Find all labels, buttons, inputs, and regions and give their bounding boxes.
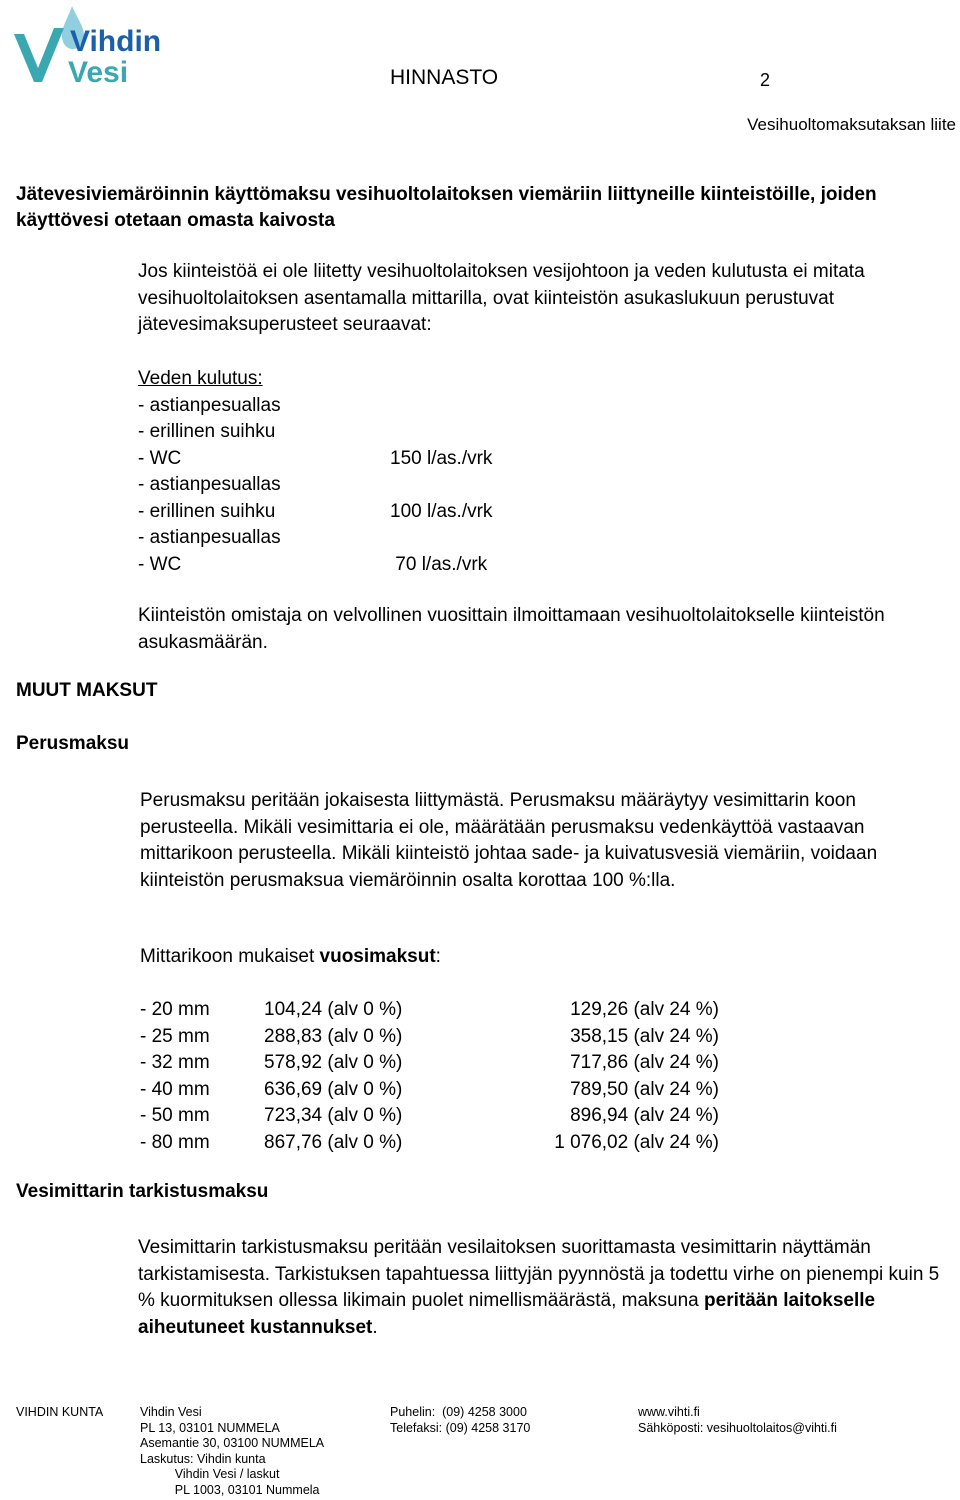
email-link[interactable]: Sähköposti: vesihuoltolaitos@vihti.fi — [638, 1420, 837, 1435]
fee-row: - 40 mm 636,69 (alv 0 %) 789,50 (alv 24 %) — [140, 1078, 719, 1100]
consumption-row: - erillinen suihku — [138, 421, 276, 442]
consumption-heading: Veden kulutus: — [138, 368, 263, 389]
consumption-row: - WC 150 l/as./vrk — [138, 447, 493, 469]
footer-col-web — [638, 1405, 837, 1436]
owner-note: Kiinteistön omistaja on velvollinen vuosittain ilmoittamaan vesihuoltolaitokselle kiinteistön asukasmäärän. — [138, 605, 885, 653]
consumption-list — [138, 366, 638, 578]
perusmaksu-text: Perusmaksu peritään jokaisesta liittymästä. Perusmaksu määräytyy vesimittarin koon perusteella. Mikäli vesimittaria ei ole, määrätään perusmaksu vedenkäyttöä vastaavan mittarikoon perusteella. Mikäli kiinteistö johtaa sade- ja kuivatusvesiä viemäriin, voidaan kiinteistön perusmaksua viemäröinnin osalta korottaa 100 %:lla. — [140, 790, 878, 891]
page-number: 2 — [760, 70, 771, 90]
page-title: HINNASTO — [390, 66, 499, 89]
fee-row: - 32 mm 578,92 (alv 0 %) 717,86 (alv 24 %) — [140, 1052, 719, 1073]
perusmaksu-heading: Perusmaksu — [16, 733, 130, 754]
vihdin-vesi-logo — [8, 4, 188, 88]
logo-text-vihdin: Vihdin — [70, 25, 162, 58]
tarkistusmaksu-heading: Vesimittarin tarkistusmaksu — [16, 1181, 269, 1202]
fees-intro-bold: vuosimaksut — [319, 946, 436, 967]
consumption-row: - astianpesuallas — [138, 527, 281, 548]
logo-text-vesi: Vesi — [68, 56, 129, 88]
fee-row: - 80 mm 867,76 (alv 0 %) 1 076,02 (alv 24 %) — [140, 1131, 719, 1153]
footer-col-organization: VIHDIN KUNTA — [16, 1405, 104, 1419]
intro-paragraph: Jos kiinteistöä ei ole liitetty vesihuoltolaitoksen vesijohtoon ja veden kulutusta ei mitata vesihuoltolaitoksen asentamalla mittarilla, ovat kiinteistön asukaslukuun perustuvat jätevesimaksuperusteet seuraavat: — [138, 261, 865, 335]
consumption-row: - erillinen suihku 100 l/as./vrk — [138, 500, 493, 522]
muut-maksut-heading: MUUT MAKSUT — [16, 680, 158, 701]
website-link[interactable]: www.vihti.fi — [638, 1405, 700, 1419]
consumption-row: - astianpesuallas — [138, 474, 281, 495]
footer-col-address: Vihdin Vesi PL 13, 03101 NUMMELA Asemantie 30, 03100 NUMMELA Laskutus: Vihdin kunta Vihdin Vesi / laskut PL 1003, 03101 Nummela — [140, 1405, 325, 1497]
fee-row: - 50 mm 723,34 (alv 0 %) 896,94 (alv 24 %) — [140, 1105, 719, 1126]
consumption-row: - WC 70 l/as./vrk — [138, 553, 488, 575]
fees-table — [140, 997, 840, 1156]
section-title: Jätevesiviemäröinnin käyttömaksu vesihuoltolaitoksen viemäriin liittyneille kiinteistöille, joiden käyttövesi otetaan omasta kaivosta — [16, 184, 877, 231]
footer-col-phone: Puhelin: (09) 4258 3000 Telefaksi: (09) 4258 3170 — [390, 1405, 531, 1435]
tarkistusmaksu-bold-text: peritään laitokselle aiheutuneet kustannukset — [138, 1290, 876, 1338]
tarkistusmaksu-text: Vesimittarin tarkistusmaksu peritään vesilaitoksen suorittamasta vesimittarin näyttämän tarkistamisesta. Tarkistuksen tapahtuessa liittyjän pyynnöstä ja todettu virhe on pienempi kuin 5 % kuormituksen ollessa likimain puolet nimellismäärästä, maksuna peritään laitokselle aiheutuneet kustannukset. — [138, 1237, 940, 1338]
fee-row: - 25 mm 288,83 (alv 0 %) 358,15 (alv 24 %) — [140, 1025, 719, 1047]
consumption-row: - astianpesuallas — [138, 394, 281, 416]
fees-intro: Mittarikoon mukaiset vuosimaksut: — [140, 946, 441, 967]
fee-row: - 20 mm 104,24 (alv 0 %) 129,26 (alv 24 %) — [140, 999, 719, 1020]
page-subtitle: Vesihuoltomaksutaksan liite — [747, 115, 956, 134]
